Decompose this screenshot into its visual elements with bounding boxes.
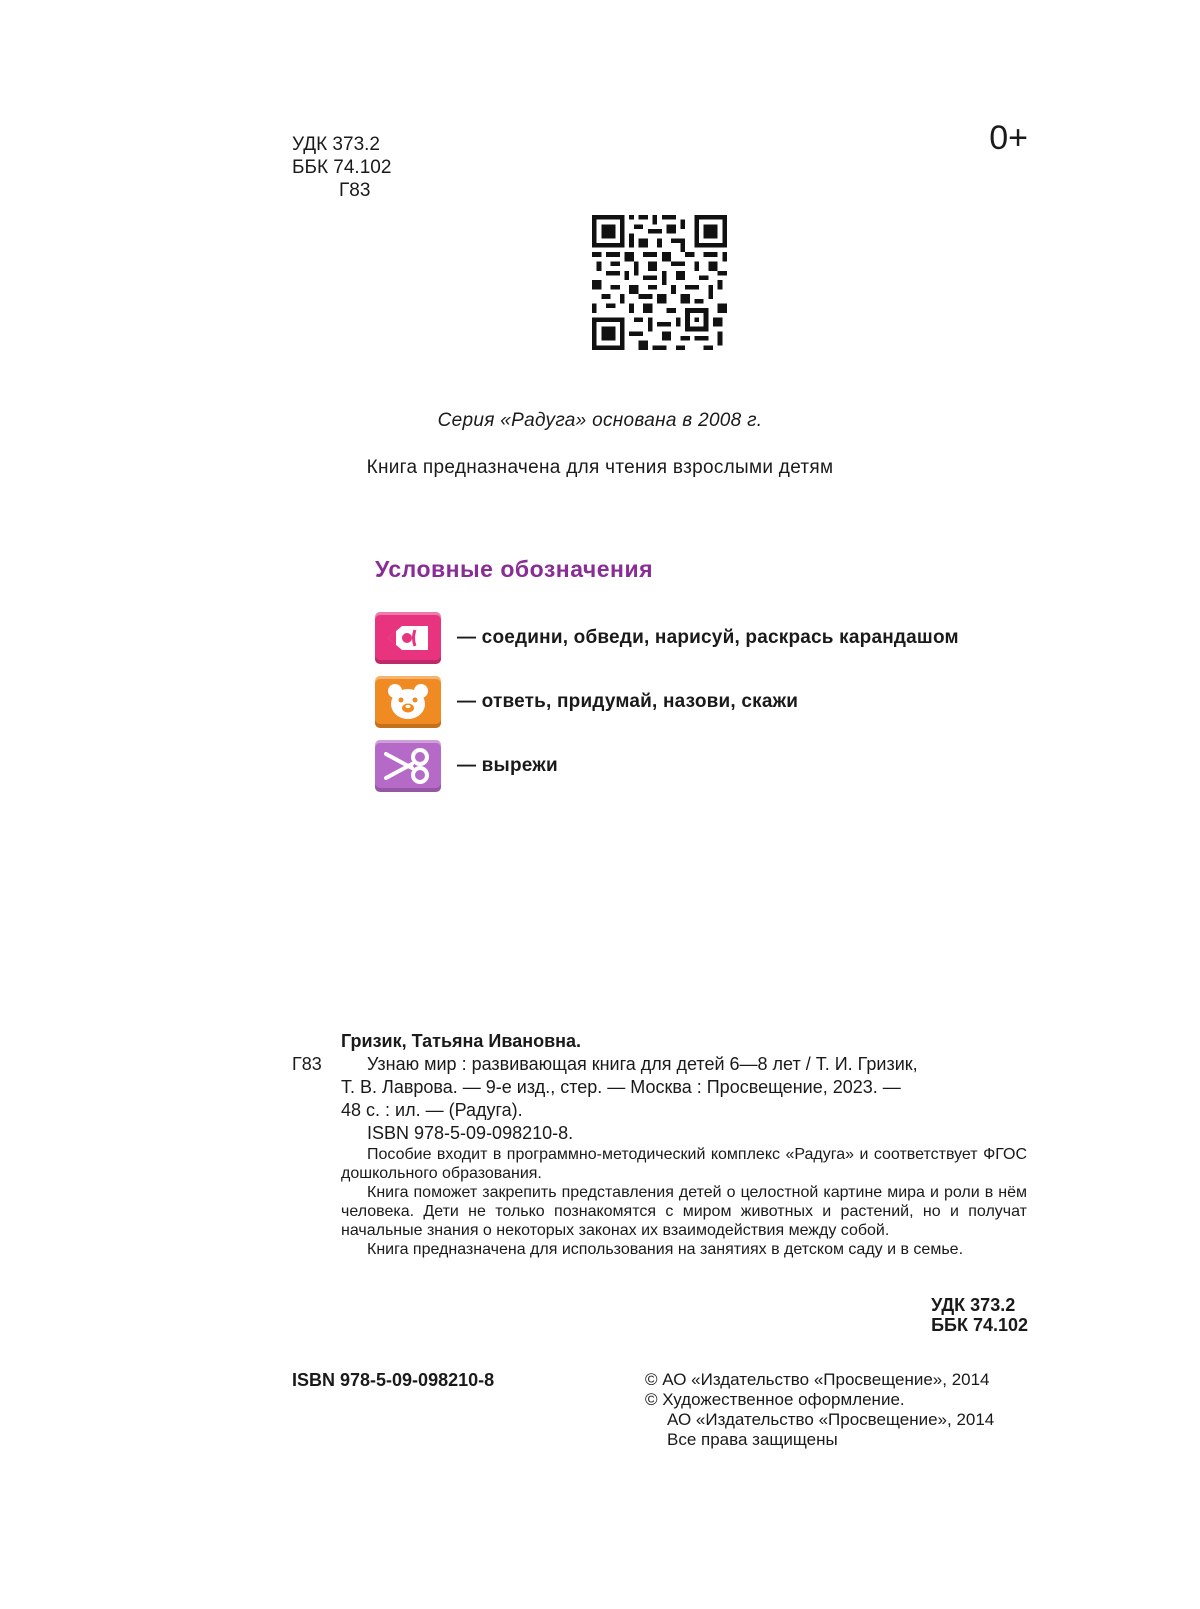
legend-item-pencil xyxy=(375,612,959,664)
isbn: ISBN 978-5-09-098210-8 xyxy=(292,1370,495,1390)
qr-code-icon xyxy=(592,215,727,350)
copyright-art: © Художественное оформление. xyxy=(645,1390,905,1409)
copyright-art-owner: АО «Издательство «Просвещение», 2014 xyxy=(667,1410,995,1429)
age-rating: 0+ xyxy=(989,119,1028,157)
legend-item-bear xyxy=(375,676,798,728)
record-isbn: ISBN 978-5-09-098210-8. xyxy=(367,1123,574,1143)
copyright-publisher: © АО «Издательство «Просвещение», 2014 xyxy=(645,1370,990,1389)
legend-title: Условные обозначения xyxy=(375,556,654,582)
udc-code: УДК 373.2 xyxy=(292,134,380,155)
copyright-block xyxy=(645,1370,994,1450)
bbk-code: ББК 74.102 xyxy=(292,157,392,178)
rights-reserved: Все права защищены xyxy=(667,1430,838,1449)
record-pages-line: 48 с. : ил. — (Радуга). xyxy=(341,1100,523,1120)
bear-icon xyxy=(375,676,441,728)
legend-item-scissors xyxy=(375,740,558,792)
legend-text-bear: — ответь, придумай, назови, скажи xyxy=(457,691,799,712)
annotation-paragraph-3: Книга предназначена для использования на занятиях в детском саду и в семье. xyxy=(367,1241,964,1258)
reading-note: Книга предназначена для чтения взрослыми детям xyxy=(366,457,834,478)
legend-text-scissors: — вырежи xyxy=(457,755,558,776)
record-title-line: Узнаю мир : развивающая книга для детей 6—8 лет / Т. И. Гризик, xyxy=(367,1054,918,1074)
classification-codes xyxy=(292,133,391,202)
annotation-paragraph-2: Книга поможет закрепить представления детей о целостной картине мира и роли в нём человека. Дети не только познакомятся с миром животных и растений, но и получат начальные знания о некоторых законах их взаимодействия между собой. xyxy=(341,1184,1027,1239)
bibliographic-record xyxy=(292,1030,1027,1259)
record-udc: УДК 373.2 xyxy=(931,1295,1016,1315)
record-code: Г83 xyxy=(292,1054,322,1074)
series-note: Серия «Радуга» основана в 2008 г. xyxy=(437,410,763,431)
legend-text-pencil: — соедини, обведи, нарисуй, раскрась карандашом xyxy=(457,627,959,648)
scissors-icon xyxy=(375,740,441,792)
record-edition-line: Т. В. Лаврова. — 9-е изд., стер. — Москва : Просвещение, 2023. — xyxy=(341,1077,901,1097)
author-name: Гризик, Татьяна Ивановна. xyxy=(341,1031,582,1051)
annotation-paragraph-1: Пособие входит в программно-методический комплекс «Радуга» и соответствует ФГОС дошкольного образования. xyxy=(341,1146,1027,1182)
record-bbk: ББК 74.102 xyxy=(931,1315,1028,1335)
pencil-icon xyxy=(375,612,441,664)
author-mark: Г83 xyxy=(339,180,371,201)
record-classification xyxy=(931,1295,1028,1335)
